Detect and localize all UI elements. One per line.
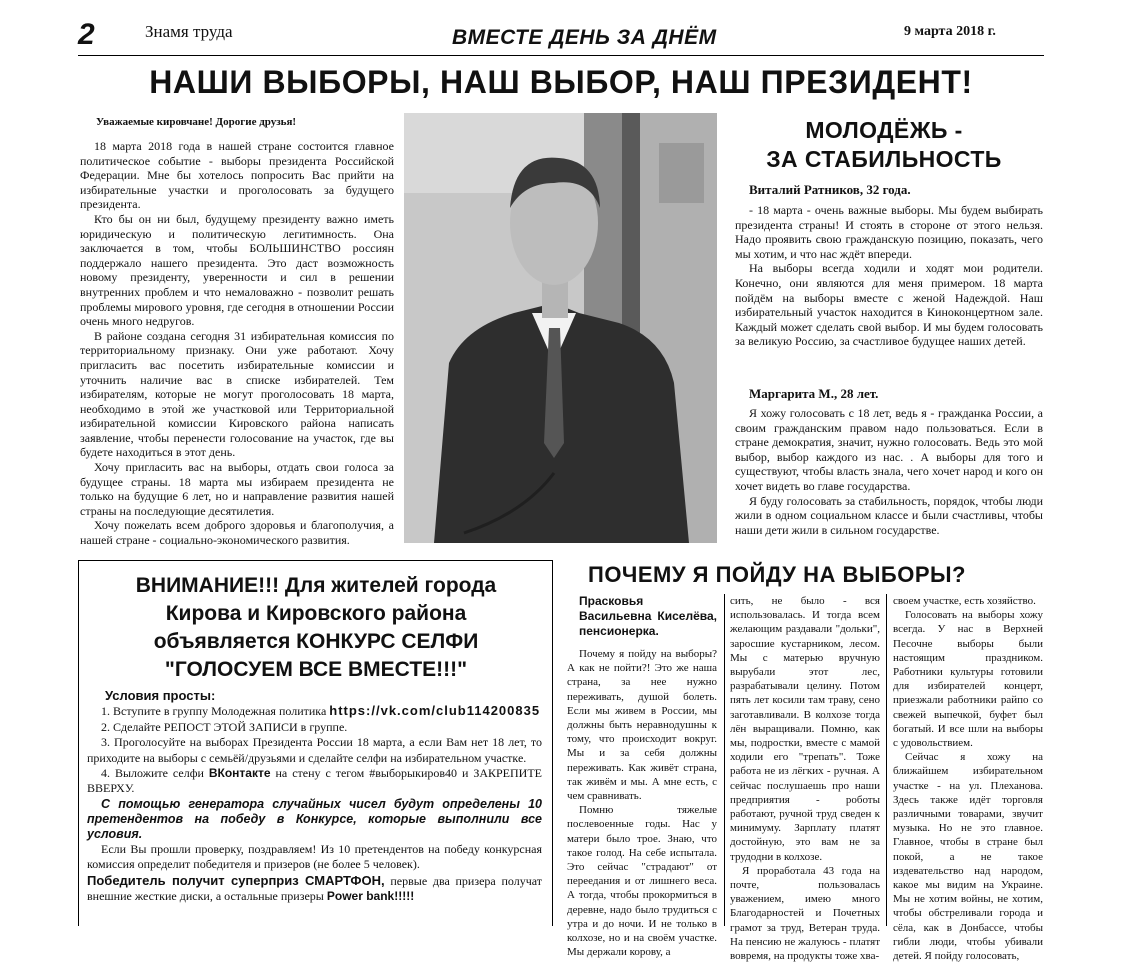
why-column-2	[730, 594, 880, 963]
why-heading: ПОЧЕМУ Я ПОЙДУ НА ВЫБОРЫ?	[588, 562, 966, 587]
interview-paragraph: - 18 марта - очень важные выборы. Мы будем выбирать президента страны! И стоять в стороне от этого нельзя. Надо проявить свою гражданскую позицию, показать, чего мы хотим, и что нас ждёт впереди.	[735, 203, 1043, 261]
why-paragraph: своем участке, есть хозяйство.	[893, 595, 1036, 607]
why-paragraph: Я проработала 43 года на почте, пользовалась уважением, имею много Благодарностей и Почетных грамот за труд, Ветеран труда. На пенсию не жалуюсь - платят вовремя, на продукты тоже хва-	[730, 864, 880, 963]
address-article	[80, 139, 394, 548]
why-column-1	[567, 594, 717, 959]
interview-paragraph: Я хожу голосовать с 18 лет, ведь я - гражданка России, а своим гражданским правом надо пользоваться. Если в стране демократия, значит, нужно голосовать. Ведь это мой выбор, выбор каждого из нас. . А выборы для того и существуют, чтобы власть знала, чего хочет народ и кого он хочет видеть во главе государства.	[735, 406, 1043, 493]
contest-heading-line: Кирова и Кировского района	[165, 602, 467, 625]
rubric-title: ВМЕСТЕ ДЕНЬ ЗА ДНЁМ	[452, 26, 717, 49]
why-paragraph: Помню тяжелые послевоенные годы. Нас у матери было трое. Знаю, что такое голод. На себе испытала. Это сейчас "страдают" от переедания и от лишнего веса. А тогда, чтобы прокормиться в деревне, надо было трудиться с утра и до ночи. И не только в колхозе, но и на своём участке. Мы держали корову, а	[567, 804, 717, 959]
portrait-illustration	[404, 113, 717, 543]
youth-heading-line: ЗА СТАБИЛЬНОСТЬ	[766, 146, 1002, 172]
column-divider	[886, 594, 887, 926]
page-number: 2	[78, 18, 95, 51]
powerbank-prize: Power bank!!!!!	[326, 889, 415, 904]
why-paragraph: Почему я пойду на выборы? А как не пойти?! Это же наша страна, за нее нужно переживать, душой болеть. Если мы живем в России, мы должны быть неравнодушны к тому, что происходит вокруг. Мы и за себя должны переживать. Как живёт страна, так живём и мы. А мне есть, с чем сравнивать.	[567, 648, 717, 803]
contest-heading-line: "ГОЛОСУЕМ ВСЕ ВМЕСТЕ!!!"	[164, 658, 468, 681]
why-column-3	[893, 594, 1043, 963]
youth-heading	[724, 116, 1044, 174]
address-paragraph: Кто бы он ни был, будущему президенту важно иметь юридическую и политическую легитимность. Она заключается в том, чтобы БОЛЬШИНСТВО россиян поддержало нашего президента. Это даст возможность новому президенту, уверенности и сил в решении внутренних проблем и что немаловажно - позволит решать проблемы мирового уровня, где сегодня в отношении России очень много недругов.	[80, 211, 394, 329]
step-4-rest: на стену с тегом #выборыкиров40 и ЗАКРЕПИТЕ ВВЕРХУ.	[87, 766, 543, 796]
grand-prize: Победитель получит суперприз СМАРТФОН,	[87, 872, 385, 888]
header-rule	[78, 55, 1044, 56]
step-1: 1. Вступите в группу Молодежная политика	[101, 704, 327, 719]
address-paragraph: 18 марта 2018 года в нашей стране состоится главное политическое событие - выборы президента Российской Федерации. Мне бы хотелось попросить Вас прийти на избирательные участки и проголосовать за будущего президента.	[80, 139, 394, 212]
address-paragraph: В районе создана сегодня 31 избирательная комиссия по территориальному признаку. Они уже работают. Хочу пригласить вас посетить избирательные комиссии и уточнить наличие вас в списке избирателей. Тем избирателям, которые не могут проголосовать 18 марта, необходимо в этой же участковой или Территориальной избирательной комиссии Кировского района написать заявление, чтобы перенести голосование на участок, где вы будете находиться в этот день.	[80, 328, 394, 460]
address-greeting: Уважаемые кировчане! Дорогие друзья!	[96, 116, 297, 128]
interview-paragraph: На выборы всегда ходили и ходят мои родители. Конечно, они являются для меня примером. 18 марта пойдём на выборы вместе с женой Надеждой. Наш избирательный участок находится в Киноконцертном зале. Каждый может сделать свой выбор. И мы будем голосовать за великую Россию, за счастливое будущее наших детей.	[735, 261, 1043, 349]
vk-group-link[interactable]: https://vk.com/club114200835	[329, 703, 541, 719]
vk-brand: ВКонтакте	[208, 766, 271, 781]
check-note: Если Вы прошли проверку, поздравляем! Из 10 претендентов на победу конкурсная комиссия определит победителя и призеров (не более 5 человек).	[87, 841, 542, 872]
prize-list: первые два призера получат внешние жесткие диски, а остальные призеры	[87, 873, 543, 904]
conditions-label: Условия просты:	[105, 688, 216, 703]
interview-text	[735, 203, 1043, 349]
contest-rules	[87, 688, 542, 904]
column-divider	[724, 594, 725, 926]
generator-note: С помощью генератора случайных чисел будут определены 10 претендентов на победу в Конкурсе, которые выполнили все условия.	[87, 796, 542, 841]
why-author: Прасковья Васильевна Киселёва, пенсионерка.	[579, 594, 717, 638]
official-portrait-photo	[404, 113, 717, 543]
step-2: 2. Сделайте РЕПОСТ ЭТОЙ ЗАПИСИ в группе.	[101, 719, 348, 734]
interview-text	[735, 406, 1043, 537]
step-3: 3. Проголосуйте на выборах Президента России 18 марта, а если Вам нет 18 лет, то приходите на выборы с семьёй/друзьями и сделайте селфи на избирательном участке.	[87, 735, 542, 765]
headline: НАШИ ВЫБОРЫ, НАШ ВЫБОР, НАШ ПРЕЗИДЕНТ!	[149, 64, 973, 100]
why-paragraph: Сейчас я хожу на ближайшем избирательном участке - на ул. Плеханова. Здесь также идёт торговля различными товарами, звучит музыка. Но не это главное. Главное, чтобы в стране был покой, а не такое издевательство над народом, какое мы видим на Украине. Мы не хотим войны, не хотим, чтобы обстреливали города и сёла, как в Донбассе, чтобы гибли люди, чтобы убивали детей. Я пойду голосовать,	[893, 751, 1043, 963]
why-paragraph: сить, не было - вся использовалась. И тогда всем желающим раздавали "дольки", заросшие кустарником, лесом. Мы с матерью вручную вырубали этот лес, разрабатывали целину. Потом пять лет косили там траву, сено заготавливали. В колхозе тогда лён выращивали. Помню, как мы, подростки, вместе с мамой ходили его "трепать". Тоже работа не из лёгких - ручная. А сейчас послушаешь про наши предприятия - роботы работают, ручной труд сведен к минимуму. Зарплату платят достойную, это вам не за трудодни в колхозе.	[730, 595, 880, 863]
interviewee-name: Маргарита М., 28 лет.	[749, 386, 879, 401]
contest-heading-line: ВНИМАНИЕ!!! Для жителей города	[135, 574, 497, 597]
interviewee-name: Виталий Ратников, 32 года.	[749, 182, 911, 197]
address-paragraph: Хочу пригласить вас на выборы, отдать свои голоса за будущее страны. 18 марта мы избираем президента не только на будущие 6 лет, но и направление развития нашей страны на последующие десятилетия.	[80, 460, 394, 518]
contest-heading	[86, 572, 546, 684]
issue-date: 9 марта 2018 г.	[904, 24, 996, 39]
youth-heading-line: МОЛОДЁЖЬ -	[805, 117, 963, 143]
address-paragraph: Хочу пожелать всем доброго здоровья и благополучия, а нашей стране - социально-экономического развития.	[80, 518, 394, 548]
contest-heading-line: объявляется КОНКУРС СЕЛФИ	[153, 630, 479, 653]
step-4: 4. Выложите селфи	[101, 766, 204, 781]
interview-paragraph: Я буду голосовать за стабильность, порядок, чтобы люди жили в одном социальном классе и были счастливы, чтобы наши дети жили в сильном государстве.	[735, 493, 1043, 537]
why-paragraph: Голосовать на выборы хожу всегда. У нас в Верхней Песочне выборы были настоящим праздником. Работники культуры готовили для избирателей концерт, приезжали работники райпо со свежей выпечкой, буфет был богатый. И все шли на выборы с удовольствием.	[893, 609, 1043, 750]
publication-name: Знамя труда	[145, 22, 233, 41]
